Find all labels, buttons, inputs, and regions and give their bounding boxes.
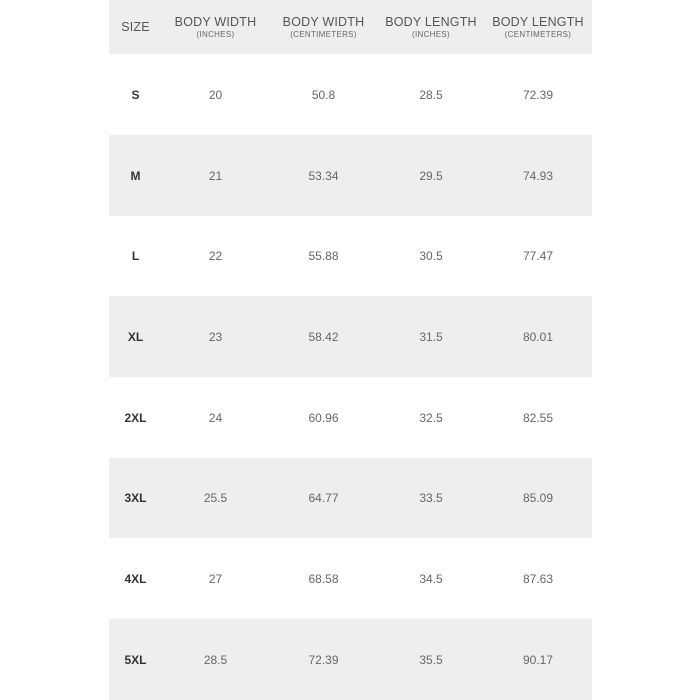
size-label: 2XL — [124, 410, 147, 425]
size-label: S — [131, 87, 140, 102]
body-length-centimeters-value: 82.55 — [522, 410, 554, 425]
size-label: L — [131, 249, 140, 263]
body-width-centimeters-value: 68.58 — [308, 571, 339, 586]
body-length-inches-value: 28.5 — [419, 87, 443, 102]
body-length-inches-value: 32.5 — [419, 410, 443, 425]
body-width-inches-value: 20 — [208, 87, 223, 102]
body-length-inches-value: 30.5 — [419, 249, 443, 263]
table-row — [109, 619, 592, 700]
body-length-inches-value: 33.5 — [419, 491, 443, 505]
header-title: BODY LENGTH — [492, 14, 584, 29]
body-width-centimeters-value: 58.42 — [308, 329, 339, 344]
body-length-inches-value: 29.5 — [419, 168, 443, 183]
header-body-width-inches — [162, 0, 269, 54]
body-length-centimeters-value: 85.09 — [522, 491, 554, 505]
body-length-centimeters-value: 80.01 — [522, 329, 554, 344]
size-label: 5XL — [124, 652, 147, 667]
table-row — [109, 296, 592, 377]
header-size-cell — [109, 0, 162, 54]
body-width-inches-value: 21 — [208, 168, 223, 183]
body-length-inches-value: 35.5 — [419, 652, 443, 667]
header-body-length-inches — [378, 0, 484, 54]
size-label: 3XL — [124, 491, 147, 505]
header-unit: (INCHES) — [196, 29, 235, 39]
header-unit: (CENTIMETERS) — [504, 29, 572, 39]
body-length-centimeters-value: 77.47 — [522, 249, 554, 263]
size-chart-table — [109, 0, 592, 700]
size-label: 4XL — [124, 571, 147, 586]
body-length-centimeters-value: 87.63 — [522, 571, 554, 586]
body-width-centimeters-value: 64.77 — [308, 491, 339, 505]
body-width-centimeters-value: 50.8 — [311, 87, 336, 102]
header-size-label: SIZE — [121, 20, 150, 34]
body-length-inches-value: 34.5 — [419, 571, 443, 586]
body-width-centimeters-value: 53.34 — [308, 168, 339, 183]
table-header-row — [109, 0, 592, 54]
body-length-centimeters-value: 72.39 — [522, 87, 554, 102]
header-title: BODY LENGTH — [385, 14, 477, 29]
body-width-inches-value: 27 — [208, 571, 223, 586]
body-width-centimeters-value: 60.96 — [308, 410, 339, 425]
body-width-inches-value: 22 — [208, 249, 223, 263]
header-body-length-centimeters — [484, 0, 592, 54]
header-unit: (CENTIMETERS) — [290, 29, 357, 39]
table-row — [109, 216, 592, 296]
body-length-centimeters-value: 74.93 — [522, 168, 554, 183]
header-title: BODY WIDTH — [282, 14, 365, 29]
table-row — [109, 54, 592, 135]
header-unit: (INCHES) — [412, 29, 450, 39]
size-label: M — [130, 168, 141, 183]
table-row — [109, 538, 592, 619]
header-title: BODY WIDTH — [174, 14, 257, 29]
header-body-width-centimeters — [269, 0, 378, 54]
body-length-centimeters-value: 90.17 — [522, 652, 554, 667]
table-row — [109, 458, 592, 538]
body-width-centimeters-value: 55.88 — [308, 249, 339, 263]
table-row — [109, 135, 592, 216]
body-width-inches-value: 24 — [208, 410, 223, 425]
body-width-centimeters-value: 72.39 — [308, 652, 339, 667]
size-label: XL — [127, 329, 144, 344]
body-width-inches-value: 23 — [208, 329, 223, 344]
body-width-inches-value: 25.5 — [203, 491, 228, 505]
body-length-inches-value: 31.5 — [419, 329, 443, 344]
body-width-inches-value: 28.5 — [203, 652, 228, 667]
table-row — [109, 377, 592, 458]
